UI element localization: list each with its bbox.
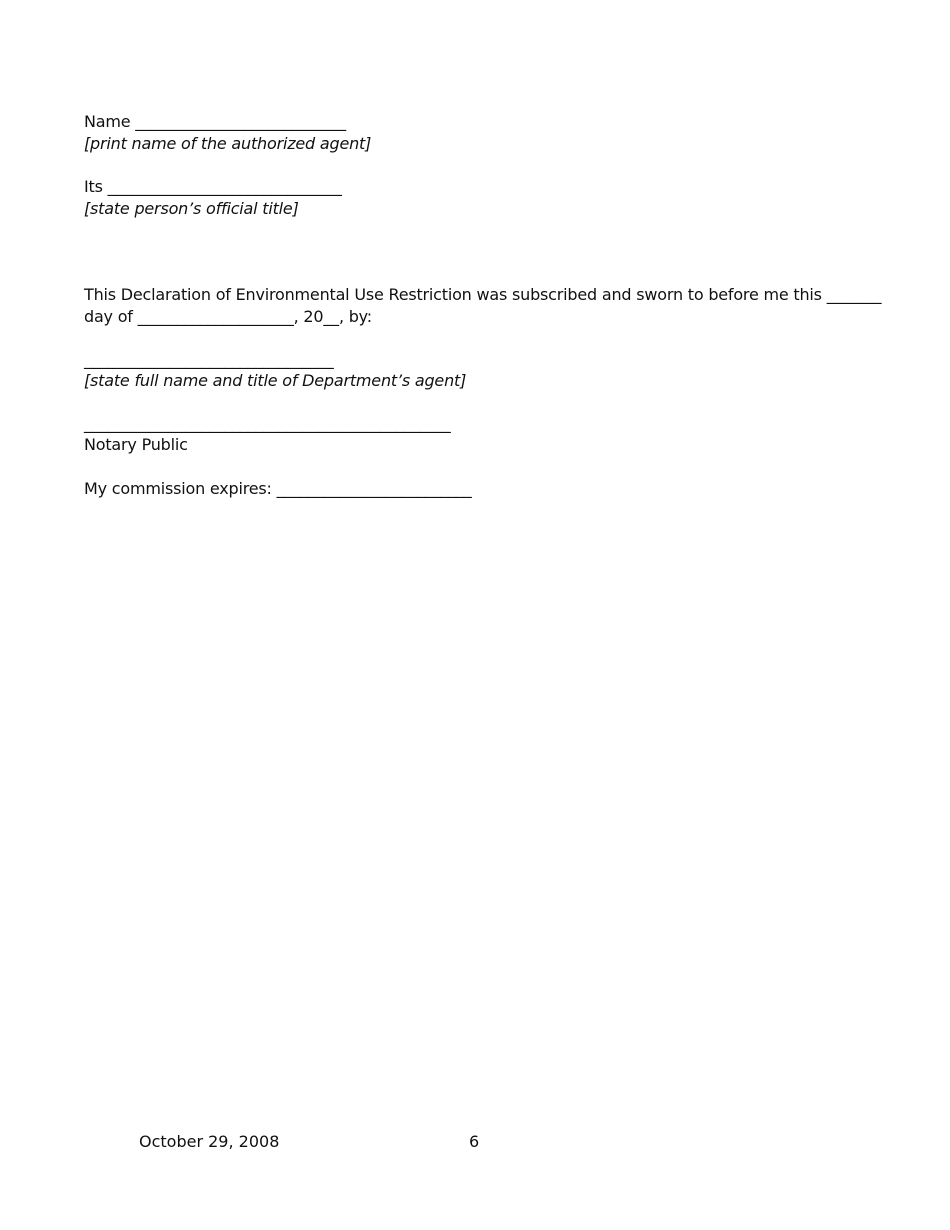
page-number: 6 xyxy=(469,1132,480,1151)
footer-date: October 29, 2008 xyxy=(139,1132,280,1151)
name-hint: [print name of the authorized agent] xyxy=(84,134,372,153)
commission-expires-line: My commission expires: _________________________ xyxy=(84,479,472,498)
agent-hint: [state full name and title of Department’s agent] xyxy=(84,371,467,390)
title-hint: [state person’s official title] xyxy=(84,199,299,218)
declaration-text-line-2: day of ____________________, 20__, by: xyxy=(84,307,372,326)
agent-signature-line: ________________________________ xyxy=(84,350,334,369)
title-signature-line: Its ______________________________ xyxy=(84,177,342,196)
notary-signature-line: _______________________________________________ xyxy=(84,414,451,433)
declaration-text-line-1: This Declaration of Environmental Use Restriction was subscribed and sworn to before me this _______ xyxy=(84,285,882,304)
notary-public-label: Notary Public xyxy=(84,435,188,454)
name-signature-line: Name ___________________________ xyxy=(84,112,346,131)
